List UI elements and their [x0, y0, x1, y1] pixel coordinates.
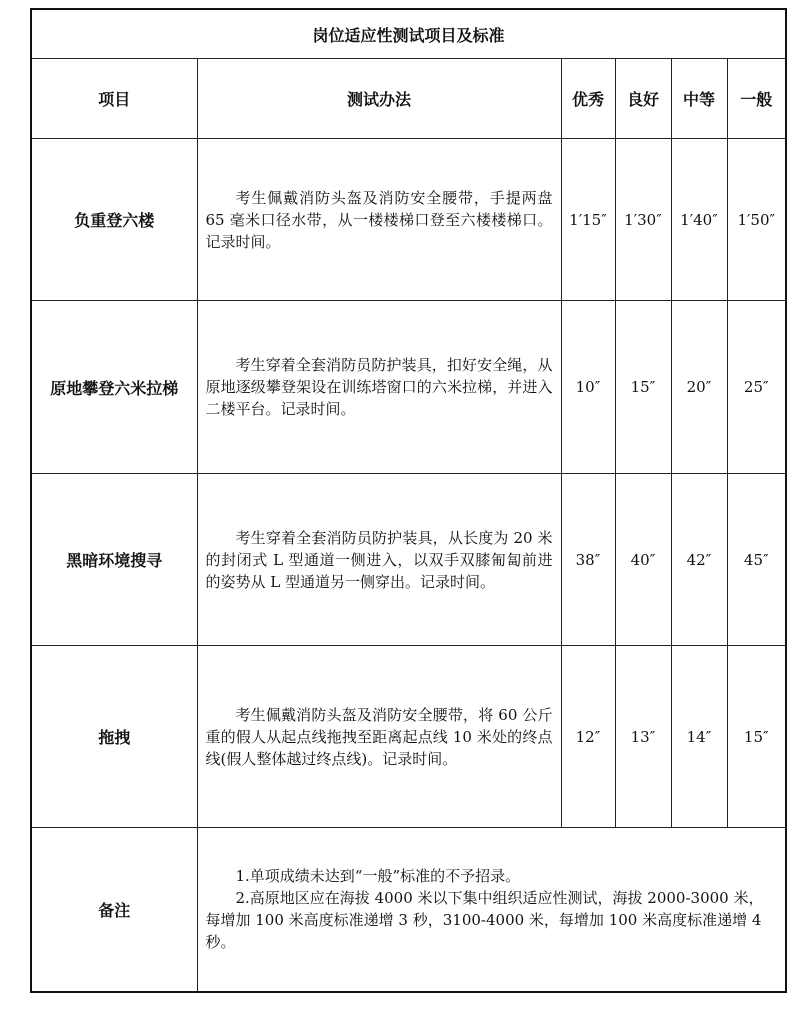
method-text: 考生穿着全套消防员防护装具，从长度为 20 米的封闭式 L 型通道一侧进入，以双手双膝匍匐前进的姿势从 L 型通道另一侧穿出。记录时间。	[205, 528, 553, 591]
score-medium: 14″	[671, 646, 727, 828]
score-general: 1′50″	[727, 139, 786, 301]
table-row	[31, 646, 786, 828]
method-text: 考生穿着全套消防员防护装具，扣好安全绳，从原地逐级攀登架设在训练塔窗口的六米拉梯，并进入二楼平台。记录时间。	[205, 356, 553, 418]
header-row	[31, 59, 786, 139]
note-line: 2.高原地区应在海拔 4000 米以下集中组织适应性测试，海拔 2000-3000 米，每增加 100 米高度标准递增 3 秒，3100-4000 米，每增加 100 米高度标准递增 4 秒。	[205, 889, 764, 952]
score-good: 13″	[615, 646, 671, 828]
score-general: 45″	[727, 474, 786, 646]
header-grade-good: 良好	[615, 59, 671, 139]
header-item: 项目	[31, 59, 197, 139]
score-good: 15″	[615, 301, 671, 474]
score-excellent: 38″	[561, 474, 615, 646]
method-text: 考生佩戴消防头盔及消防安全腰带，手提两盘 65 毫米口径水带，从一楼楼梯口登至六楼楼梯口。记录时间。	[205, 188, 553, 251]
row-item: 原地攀登六米拉梯	[31, 301, 197, 474]
score-good: 1′30″	[615, 139, 671, 301]
table-row	[31, 139, 786, 301]
table-row	[31, 474, 786, 646]
score-medium: 42″	[671, 474, 727, 646]
score-excellent: 1′15″	[561, 139, 615, 301]
fitness-standards-table	[30, 8, 787, 993]
row-method	[197, 139, 561, 301]
note-line: 1.单项成绩未达到“一般”标准的不予招录。	[235, 867, 521, 886]
method-text: 考生佩戴消防头盔及消防安全腰带，将 60 公斤重的假人从起点线拖拽至距离起点线 10 米处的终点线(假人整体越过终点线)。记录时间。	[205, 705, 553, 768]
row-method	[197, 646, 561, 828]
notes-content	[197, 828, 786, 992]
header-grade-excellent: 优秀	[561, 59, 615, 139]
score-good: 40″	[615, 474, 671, 646]
row-method	[197, 301, 561, 474]
table-title-row	[31, 9, 786, 59]
table-row	[31, 301, 786, 474]
table-title: 岗位适应性测试项目及标准	[31, 9, 786, 59]
header-grade-medium: 中等	[671, 59, 727, 139]
notes-row	[31, 828, 786, 992]
header-method: 测试办法	[197, 59, 561, 139]
row-item: 拖拽	[31, 646, 197, 828]
row-item: 黑暗环境搜寻	[31, 474, 197, 646]
score-excellent: 12″	[561, 646, 615, 828]
score-excellent: 10″	[561, 301, 615, 474]
row-item: 负重登六楼	[31, 139, 197, 301]
score-medium: 1′40″	[671, 139, 727, 301]
score-medium: 20″	[671, 301, 727, 474]
header-grade-general: 一般	[727, 59, 786, 139]
notes-label: 备注	[31, 828, 197, 992]
row-method	[197, 474, 561, 646]
score-general: 25″	[727, 301, 786, 474]
score-general: 15″	[727, 646, 786, 828]
